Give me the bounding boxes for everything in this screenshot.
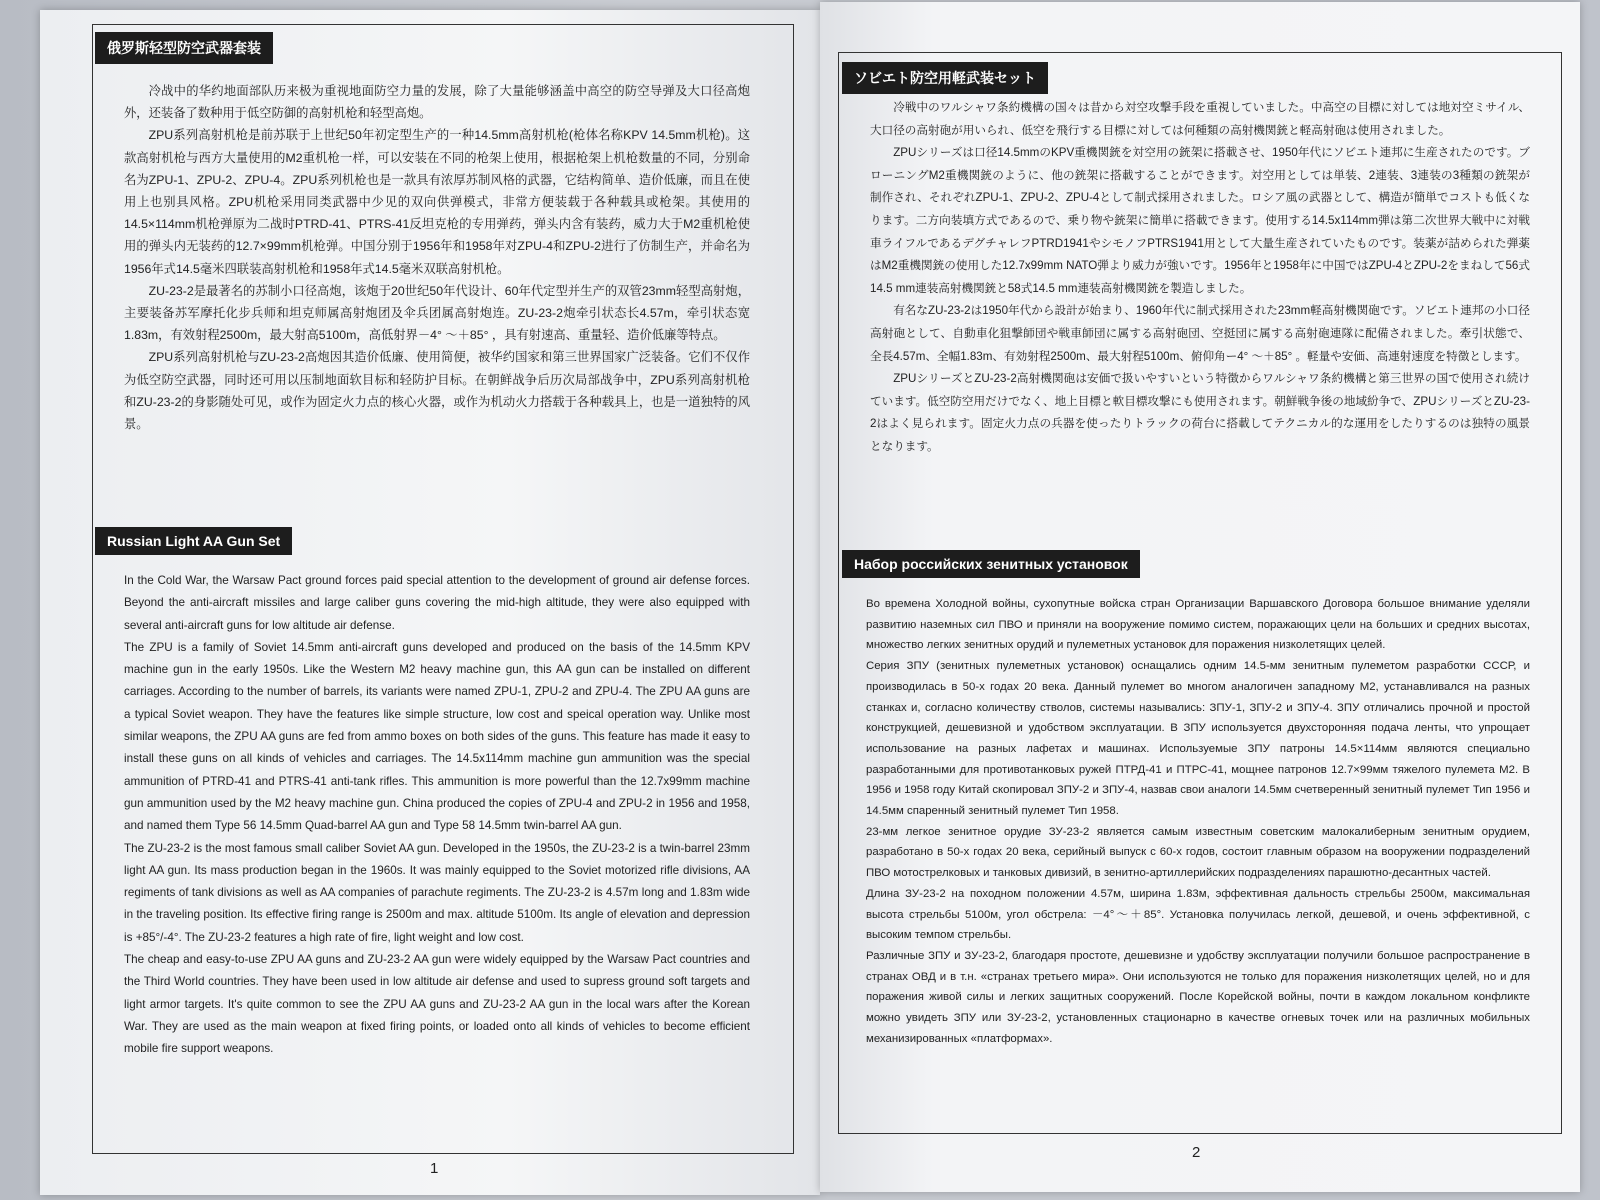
japanese-section-heading: ソビエト防空用軽武装セット <box>842 62 1048 94</box>
japanese-paragraph: 冷戦中のワルシャワ条約機構の国々は昔から対空攻撃手段を重視していました。中高空の目標に対しては地対空ミサイル、大口径の高射砲が用いられ、低空を飛行する目標に対しては何種類の高射機関銃と軽高射砲は使用されました。 <box>870 101 1530 137</box>
chinese-paragraph: ZPU系列高射机枪是前苏联于上世纪50年初定型生产的一种14.5mm高射机枪(枪体名称KPV 14.5mm机枪)。这款高射机枪与西方大量使用的M2重机枪一样，可以安装在不同的枪架上使用，根据枪架上机枪数量的不同，分别命名为ZPU-1、ZPU-2、ZPU-4。ZPU系列机枪也是一款具有浓厚苏制风格的武器，它结构简单、造价低廉，而且在使用上也别具风格。ZPU机枪采用同类武器中少见的双向供弹模式，非常方便装载于各种载具或枪架。其使用的14.5×114mm机枪弹原为二战时PTRD-41、PTRS-41反坦克枪的专用弹药，弹头内含有装药，威力大于M2重机枪使用的弹头内无装药的12.7×99mm机枪弹。中国分别于1956年和1958年对ZPU-4和ZPU-2进行了仿制生产，并命名为1956年式14.5毫米四联装高射机枪和1958年式14.5毫米双联高射机枪。 <box>124 128 750 276</box>
russian-section-body <box>866 594 1530 1049</box>
english-section-heading: Russian Light AA Gun Set <box>95 527 292 555</box>
english-paragraph: In the Cold War, the Warsaw Pact ground forces paid special attention to the development of ground air defense forces. Beyond the anti-aircraft missiles and large caliber guns covering the mid-high altitude, they were also equipped with several anti-aircraft guns for low altitude air defense. <box>124 574 750 632</box>
english-section-body <box>124 570 750 1061</box>
japanese-paragraph: 有名なZU-23-2は1950年代から設計が始まり、1960年代に制式採用された23mm軽高射機関砲です。ソビエト連邦の小口径高射砲として、自動車化狙撃師団や戦車師団に属する高射砲団、空挺団に属する高射砲連隊に配備されました。牽引状態で、全長4.57m、全幅1.83m、有効射程2500m、最大射程5100m、俯仰角ー4° ～＋85° 。軽量や安価、高連射速度を特徴とします。 <box>870 304 1530 363</box>
page-number: 1 <box>430 1160 439 1177</box>
page-number: 2 <box>1192 1144 1201 1161</box>
russian-paragraph: Различные ЗПУ и ЗУ-23-2, благодаря простоте, дешевизне и удобству эксплуатации получили большое распространение в странах ОВД и в т.н. «странах третьего мира». Они используются не только для поражения низколетящих целей, но и для поражения живой силы и легких защитных сооружений. После Корейской войны, почти в каждом локальном конфликте можно увидеть ЗПУ или ЗУ-23-2, установленных стационарно в качестве огневых точек или на различных мобильных механизированных «платформах». <box>866 949 1530 1045</box>
japanese-paragraph: ZPUシリーズとZU-23-2高射機関砲は安価で扱いやすいという特徴からワルシャワ条約機構と第三世界の国で使用され続けています。低空防空用だけでなく、地上目標と軟目標攻撃にも使用されます。朝鮮戦争後の地域紛争で、ZPUシリーズとZU-23-2はよく見られます。固定火力点の兵器を使ったりトラックの荷台に搭載してテクニカル的な運用をしたりするのは独特の風景となります。 <box>870 372 1530 453</box>
english-paragraph: The ZU-23-2 is the most famous small caliber Soviet AA gun. Developed in the 1950s, the ZU-23-2 is a twin-barrel 23mm light AA gun. Its mass production began in the 1960s. It was mainly equipped to the Soviet motorized rifle divisions, AA regiments of tank divisions as well as AA companies of parachute regiments. The ZU-23-2 is 4.57m long and 1.83m wide in the traveling position. Its effective firing range is 2500m and max. altitude 5100m. Its angle of elevation and depression is +85°/-4°. The ZU-23-2 features a high rate of fire, light weight and low cost. <box>124 841 750 944</box>
english-paragraph: The ZPU is a family of Soviet 14.5mm anti-aircraft guns developed and produced on the basis of the 14.5mm KPV machine gun in the early 1950s. Like the Western M2 heavy machine gun, this AA gun can be installed on different carriages. According to the number of barrels, its variants were named ZPU-1, ZPU-2 and ZPU-4. The ZPU AA guns are a typical Soviet weapon. They have the features like simple structure, low cost and speical operation way. Unlike most similar weapons, the ZPU AA guns are fed from ammo boxes on both sides of the guns. This feature has made it easy to install these guns on all kinds of vehicles and carriages. The 14.5x114mm machine gun ammunition was the special ammunition of PTRD-41 and PTRS-41 anti-tank rifles. This ammunition is more powerful than the 12.7x99mm machine gun ammunition used by the M2 heavy machine gun. China produced the copies of ZPU-4 and ZPU-2 in 1956 and 1958, and named them Type 56 14.5mm Quad-barrel AA gun and Type 58 14.5mm twin-barrel AA gun. <box>124 640 750 833</box>
russian-paragraph: Серия ЗПУ (зенитных пулеметных установок) оснащались одним 14.5-мм зенитным пулеметом разработки СССР, и производилась в 50-х годах 20 века. Данный пулемет во многом аналогичен западному М2, устанавливался на разных станках и, согласно количеству стволов, системы назывались: ЗПУ-1, ЗПУ-2 и ЗПУ-4. ЗПУ отличались прочной и простой конструкцией, дешевизной и удобством эксплуатации. В ЗПУ используется двухсторонняя подача ленты, что упрощает использование на разных лафетах и машинах. Используемые ЗПУ патроны 14.5×114мм являются специально разработанными для противотанковых ружей ПТРД-41 и ПТРС-41, мощнее патронов 12.7×99мм тяжелого пулемета М2. В 1956 и 1958 году Китай скопировал ЗПУ-2 и ЗПУ-4, назвав свои аналоги 14.5мм счетверенный зенитный пулемет Тип 1956 и 14.5мм спаренный зенитный пулемет Тип 1958. <box>866 660 1530 818</box>
english-paragraph: The cheap and easy-to-use ZPU AA guns and ZU-23-2 AA gun were widely equipped by the Warsaw Pact countries and the Third World countries. They have been used in low altitude air defense and used to supress ground soft targets and light armor targets. It's quite common to see the ZPU AA guns and ZU-23-2 AA gun in the local wars after the Korean War. They are used as the main weapon at fixed firing points, or loaded onto all kinds of vehicles to become efficient mobile fire support weapons. <box>124 953 750 1056</box>
russian-paragraph: Длина ЗУ-23-2 на походном положении 4.57м, ширина 1.83м, эффективная дальность стрельбы 2500м, максимальная высота стрельбы 5100м, угол обстрела: －4°～＋85°. Установка получилась легкой, дешевой, и очень эффективной, с высоким темпом стрельбы. <box>866 887 1530 942</box>
chinese-paragraph: ZPU系列高射机枪与ZU-23-2高炮因其造价低廉、使用简便，被华约国家和第三世界国家广泛装备。它们不仅作为低空防空武器，同时还可用以压制地面软目标和轻防护目标。在朝鲜战争后历次局部战争中，ZPU系列高射机枪和ZU-23-2的身影随处可见，或作为固定火力点的核心火器，或作为机动火力搭载于各种载具上，也是一道独特的风景。 <box>124 350 750 432</box>
chinese-section-body <box>124 80 750 435</box>
russian-paragraph: 23-мм легкое зенитное орудие ЗУ-23-2 является самым известным советским малокалиберным зенитным орудием, разработано в 50-х годах 20 века, серийный выпуск с 60-х годов, состоит главным образом на вооружении подразделений ПВО мотострелковых и танковых дивизий, в зенитно-артиллерийских подразделениях парашютно-десантных частей. <box>866 825 1530 880</box>
russian-paragraph: Во времена Холодной войны, сухопутные войска стран Организации Варшавского Договора большое внимание уделяли развитию наземных сил ПВО и приняли на вооружение помимо систем, поражающих цели на больших и средних высотах, множество легких зенитных орудий и пулеметных установок для поражения низколетящих целей. <box>866 598 1530 652</box>
japanese-paragraph: ZPUシリーズは口径14.5mmのKPV重機関銃を対空用の銃架に搭載させ、1950年代にソビエト連邦に生産されたのです。ブローニングM2重機関銃のように、他の銃架に搭載することができます。対空用としては単装、2連装、3連装の3種類の銃架が制作され、それぞれZPU-1、ZPU-2、ZPU-4として制式採用されました。ロシア風の武器として、構造が簡単でコストも低くなります。二方向装填方式であるので、乗り物や銃架に簡単に搭載できます。使用する14.5x114mm弾は第二次世界大戦中に対戦車ライフルであるデグチャレフPTRD1941やシモノフPTRS1941用として大量生産されていたものです。装薬が詰められた弾薬はM2重機関銃の使用した12.7x99mm NATO弾より威力が強いです。1956年と1958年に中国ではZPU-4とZPU-2をまねして56式14.5 mm連装高射機関銃と58式14.5 mm連装高射機関銃を製造しました。 <box>870 146 1530 295</box>
chinese-section-heading: 俄罗斯轻型防空武器套装 <box>95 32 273 64</box>
right-page <box>820 2 1580 1192</box>
chinese-paragraph: 冷战中的华约地面部队历来极为重视地面防空力量的发展，除了大量能够涵盖中高空的防空导弹及大口径高炮外，还装备了数种用于低空防御的高射机枪和轻型高炮。 <box>124 84 750 121</box>
chinese-paragraph: ZU-23-2是最著名的苏制小口径高炮，该炮于20世纪50年代设计、60年代定型并生产的双管23mm轻型高射炮，主要装备苏军摩托化步兵师和坦克师属高射炮团及伞兵团属高射炮连。ZU-23-2炮牵引状态长4.57m，牵引状态宽1.83m，有效射程2500m，最大射高5100m，高低射界－4° ～＋85° ，具有射速高、重量轻、造价低廉等特点。 <box>124 283 750 343</box>
russian-section-heading: Набор российских зенитных установок <box>842 550 1140 578</box>
japanese-section-body <box>870 97 1530 459</box>
left-page <box>40 10 820 1195</box>
